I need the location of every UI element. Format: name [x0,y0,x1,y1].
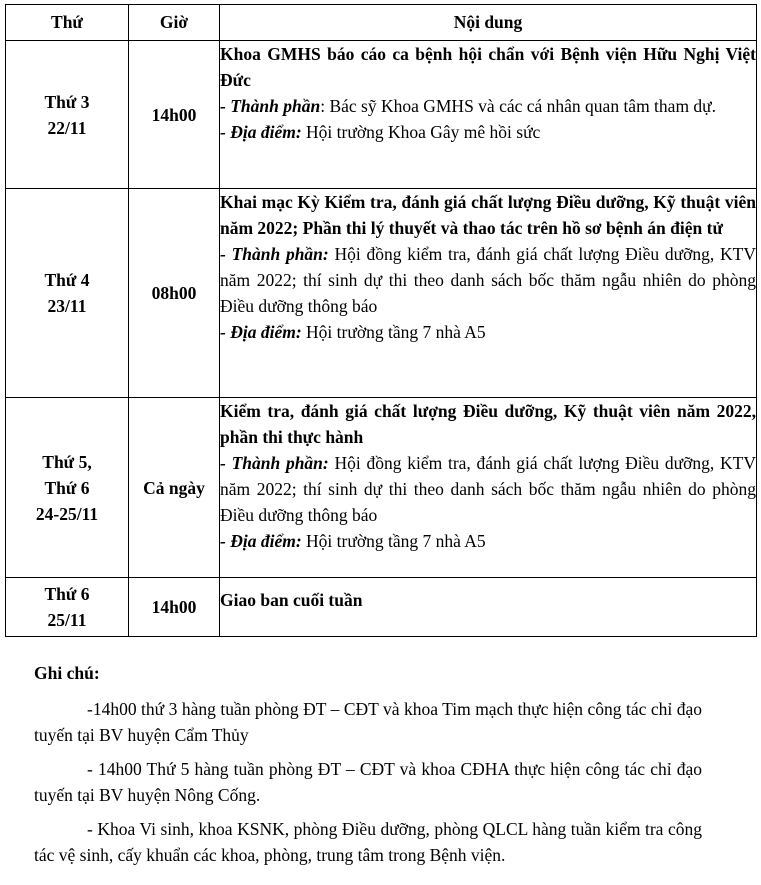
participants-text: Bác sỹ Khoa GMHS và các cá nhân quan tâm tham dự. [329,96,717,116]
event-location [220,319,756,345]
time-cell: Cả ngày [129,398,220,578]
content-cell [220,578,757,637]
day-name: Thứ 6 [44,584,90,604]
location-label: - Địa điểm: [220,122,302,142]
table-row [6,398,757,578]
location-label: - Địa điểm: [220,531,302,551]
time-cell: 14h00 [129,41,220,189]
day-cell [6,189,129,398]
day-name: Thứ 4 [44,270,90,290]
note-item: - 14h00 Thứ 5 hàng tuần phòng ĐT – CĐT và khoa CĐHA thực hiện công tác chỉ đạo tuyến tại BV huyện Nông Cống. [34,759,702,805]
day-date: 24-25/11 [35,503,99,524]
day-cell [6,578,129,637]
content-cell [220,41,757,189]
event-participants [220,450,756,528]
day-name: Thứ 3 [44,91,90,112]
event-title: Khai mạc Kỳ Kiểm tra, đánh giá chất lượng Điều dưỡng, Kỹ thuật viên năm 2022; Phần thi lý thuyết và thao tác trên hồ sơ bệnh án điện tử [220,192,756,238]
header-time: Giờ [129,5,220,41]
event-participants [220,93,756,119]
table-row [6,41,757,189]
day-cell [6,398,129,578]
weekly-schedule-table [5,4,757,637]
day-date: 22/11 [47,117,87,138]
event-title: Kiểm tra, đánh giá chất lượng Điều dưỡng, Kỹ thuật viên năm 2022, phần thi thực hành [220,401,756,447]
day-name-2: Thứ 6 [44,477,90,498]
time-cell: 14h00 [129,578,220,637]
event-location [220,528,756,554]
content-cell [220,398,757,578]
event-title: Khoa GMHS báo cáo ca bệnh hội chẩn với Bệnh viện Hữu Nghị Việt Đức [220,44,756,90]
notes-title: Ghi chú: [34,663,100,683]
location-text: Hội trường tầng 7 nhà A5 [301,531,486,551]
participants-label: - Thành phần: [220,244,329,264]
header-day: Thứ [6,5,129,41]
note-item: -14h00 thứ 3 hàng tuần phòng ĐT – CĐT và khoa Tim mạch thực hiện công tác chỉ đạo tuyến tại BV huyện Cẩm Thủy [34,699,702,745]
event-title: Giao ban cuối tuần [220,590,363,610]
participants-label: - Thành phần [220,96,321,116]
participants-text: Hội đồng kiểm tra, đánh giá chất lượng Điều dưỡng, KTV năm 2022; thí sinh dự thi theo danh sách bốc thăm ngẫu nhiên do phòng Điều dưỡng thông báo [220,453,756,525]
note-item: - Khoa Vi sinh, khoa KSNK, phòng Điều dưỡng, phòng QLCL hàng tuần kiểm tra công tác vệ sinh, cấy khuẩn các khoa, phòng, trung tâm trong Bệnh viện. [34,819,702,865]
notes-section [34,660,702,876]
day-cell [6,41,129,189]
day-name: Thứ 5, [42,451,92,472]
event-location [220,119,756,145]
day-date: 25/11 [47,610,87,630]
event-participants [220,241,756,319]
header-content: Nội dung [220,5,757,41]
location-label: - Địa điểm: [220,322,302,342]
table-row [6,189,757,398]
content-cell [220,189,757,398]
location-text: Hội trường Khoa Gây mê hồi sức [301,122,541,142]
time-cell: 08h00 [129,189,220,398]
day-date: 23/11 [47,296,87,316]
table-row [6,578,757,637]
table-header-row [6,5,757,41]
location-text: Hội trường tầng 7 nhà A5 [301,322,486,342]
participants-label: - Thành phần: [220,453,329,473]
participants-sep: : [320,96,330,116]
participants-text: Hội đồng kiểm tra, đánh giá chất lượng Điều dưỡng, KTV năm 2022; thí sinh dự thi theo danh sách bốc thăm ngẫu nhiên do phòng Điều dưỡng thông báo [220,244,756,316]
